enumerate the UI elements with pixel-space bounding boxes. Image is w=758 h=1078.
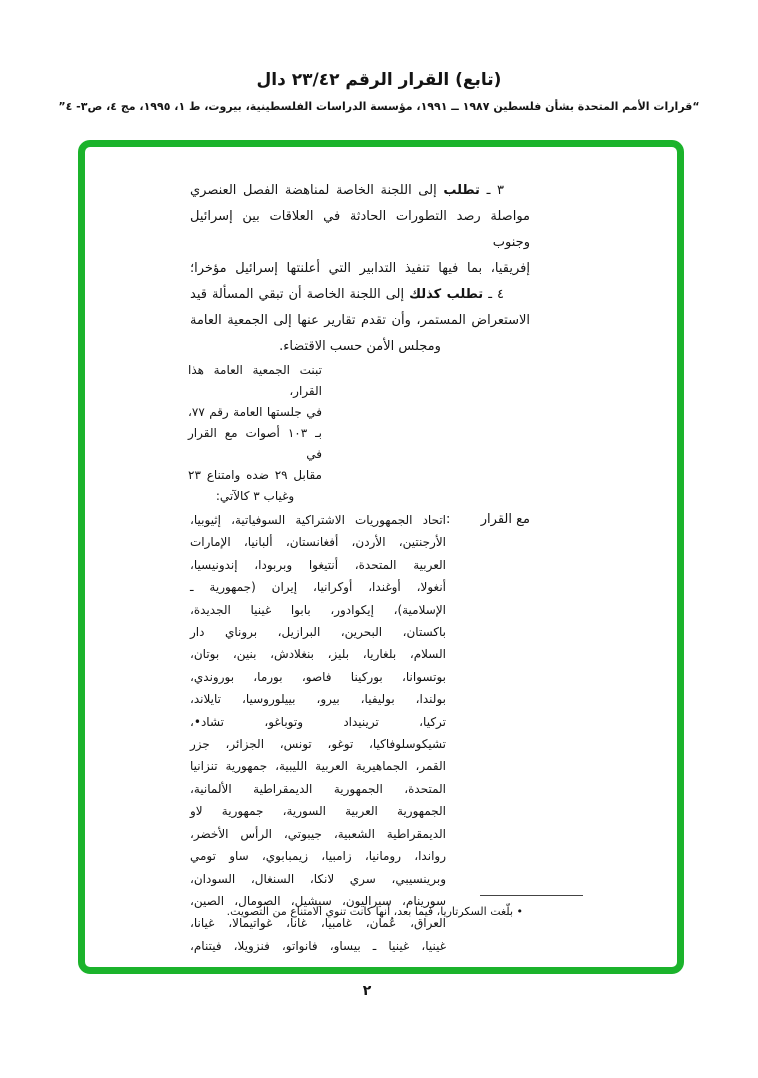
resolution-text-column xyxy=(190,178,530,957)
operative-verb: تطلب xyxy=(443,183,480,198)
countries-list-line: وبرينسيبي، سري لانكا، السنغال، السودان، xyxy=(190,871,446,886)
footnote-separator-rule xyxy=(480,895,583,896)
footnote xyxy=(183,904,523,920)
paragraph-number: ٣ ـ xyxy=(486,183,504,198)
source-citation: “قرارات الأمم المتحدة بشأن فلسطين ١٩٨٧ ــ ١٩٩١، مؤسسة الدراسات الفلسطينية، بيروت، ط ١، ١٩٩٥، مج ٤، ص٣- ٤” xyxy=(58,100,700,113)
vote-with-label xyxy=(446,509,530,957)
adoption-note-line: تبنت الجمعية العامة هذا القرار، xyxy=(188,363,322,398)
countries-list-line: العربية المتحدة، أنتيغوا وبربودا، إندونيسيا، xyxy=(190,557,446,572)
paragraph-3 xyxy=(190,178,530,282)
operative-verb: تطلب كذلك xyxy=(409,287,484,302)
adoption-note-line: بـ ١٠٣ أصوات مع القرار في xyxy=(188,426,322,461)
paragraph-4 xyxy=(190,282,530,360)
paragraph-3-line-3: إفريقيا، بما فيها تنفيذ التدابير التي أعلنتها إسرائيل مؤخرا؛ xyxy=(190,261,530,276)
countries-list-line: القمر، الجماهيرية العربية الليبية، جمهورية تنزانيا xyxy=(190,759,446,774)
vote-with-label-colon: : xyxy=(446,512,451,527)
countries-list-line: السلام، بلغاريا، بليز، بنغلادش، بنين، بوتان، xyxy=(190,647,446,662)
footnote-marker: • xyxy=(516,905,523,918)
paragraph-number: ٤ ـ xyxy=(488,287,504,302)
vote-with-label-text: مع القرار xyxy=(480,512,530,527)
countries-list-line: بوتسوانا، بوركينا فاصو، بورما، بوروندي، xyxy=(190,669,446,684)
countries-list-line: الجمهورية العربية السورية، جمهورية لاو xyxy=(190,804,446,819)
countries-list-line: أنغولا، أوغندا، أوكرانيا، إيران (جمهورية ـ xyxy=(190,580,446,595)
paragraph-3-line-1 xyxy=(190,178,530,204)
green-document-frame xyxy=(78,140,684,974)
adoption-note-line: في جلستها العامة رقم ٧٧، xyxy=(188,405,322,419)
countries-list-line: باكستان، البحرين، البرازيل، بروناي دار xyxy=(190,625,446,640)
countries-list xyxy=(190,509,446,957)
adoption-note-line: مقابل ٢٩ ضده وامتناع ٢٣ xyxy=(188,468,322,482)
countries-list-line: تركيا، ترينيداد وتوباغو، تشاد•، xyxy=(190,714,446,729)
vote-with-block xyxy=(190,509,530,957)
countries-list-line: رواندا، رومانيا، زامبيا، زيمبابوي، ساو تومي xyxy=(190,849,446,864)
countries-list-line: سورينام، سيراليون، سيشيل، الصومال، الصين، xyxy=(190,893,446,908)
page-number: ٢ xyxy=(362,983,372,999)
countries-list-line: الأرجنتين، الأردن، أفغانستان، ألبانيا، الإمارات xyxy=(190,535,446,550)
countries-list-line: الإسلامية)، إيكوادور، بابوا غينيا الجديدة، xyxy=(190,602,446,617)
paragraph-text: إلى اللجنة الخاصة أن تبقي المسألة قيد xyxy=(190,287,405,302)
footnote-text: بلّغت السكرتاريا، فيما بعد، أنها كانت تنوي الامتناع من التصويت. xyxy=(226,905,513,918)
countries-list-line: تشيكوسلوفاكيا، توغو، تونس، الجزائر، جزر xyxy=(190,737,446,752)
paragraph-text: إلى اللجنة الخاصة لمناهضة الفصل العنصري xyxy=(190,183,437,198)
paragraph-4-line-2: الاستعراض المستمر، وأن تقدم تقارير عنها إلى الجمعية العامة xyxy=(190,313,530,328)
paragraph-4-line-3: ومجلس الأمن حسب الاقتضاء. xyxy=(279,339,441,354)
adoption-note-line: وغياب ٣ كالآتي: xyxy=(215,489,295,503)
countries-list-line: الديمقراطية الشعبية، جيبوتي، الرأس الأخضر، xyxy=(190,826,446,841)
page-title: (تابع) القرار الرقم ٢٣/٤٢ دال xyxy=(256,70,502,90)
countries-list-line: بولندا، بوليفيا، بيرو، بييلوروسيا، تايلاند، xyxy=(190,692,446,707)
countries-list-line: اتحاد الجمهوريات الاشتراكية السوفياتية، إثيوبيا، xyxy=(190,513,446,527)
countries-list-line: العراق، عُمان، غامبيا، غانا، غواتيمالا، غيانا، xyxy=(190,916,446,931)
paragraph-4-line-1 xyxy=(190,282,530,308)
paragraph-3-line-2: مواصلة رصد التطورات الحادثة في العلاقات بين إسرائيل وجنوب xyxy=(190,209,530,250)
countries-list-line: المتحدة، الجمهورية الديمقراطية الألمانية، xyxy=(190,781,446,796)
countries-list-line: غينيا، غينيا ـ بيساو، فانواتو، فنزويلا، فيتنام، xyxy=(190,938,446,953)
adoption-note xyxy=(188,360,322,507)
